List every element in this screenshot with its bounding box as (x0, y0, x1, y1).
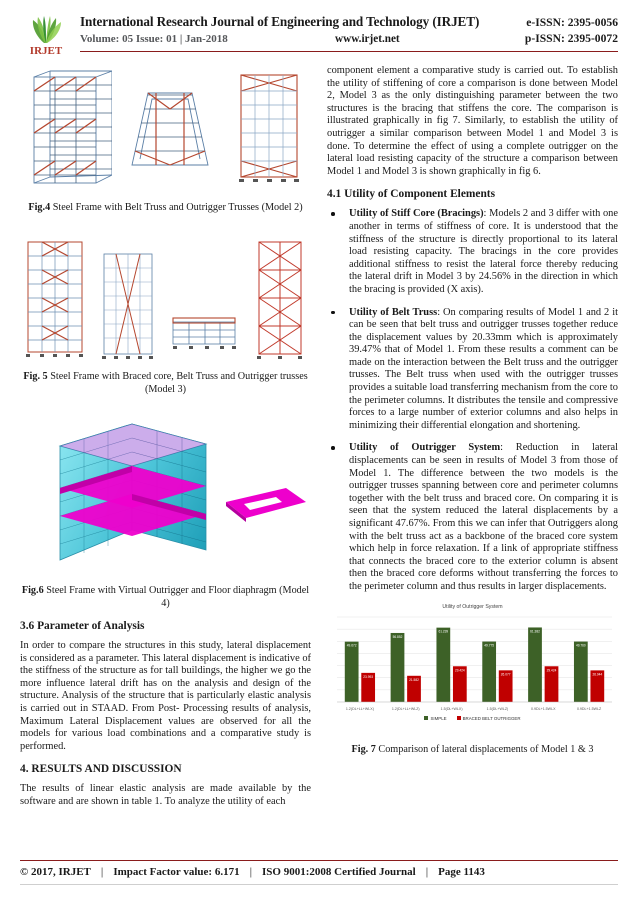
figure-4-caption (20, 202, 311, 214)
chart-bar-value-label: 29.424 (546, 667, 557, 672)
chart-x-tick-label: 1.5(DL+WLX) (440, 706, 463, 711)
article-body (20, 65, 618, 833)
volume-issue: Volume: 05 Issue: 01 | Jan-2018 (80, 33, 228, 45)
footer-divider-bottom (20, 884, 618, 885)
virtual-outrigger-3d-model (20, 410, 311, 576)
bullet-dot-icon (331, 212, 335, 216)
legend-label: BRACED BELT OUTRIGGER (462, 715, 521, 721)
bullet-text: : On comparing results of Model 1 and 2 it can be seen that belt truss and outrigger trusses together reduce the displacement values by 20.33mm which is approximately 39.47% that of Model 1. From these results a comment can be made on the interaction between the Belt truss and the outrigger trusses. The Belt truss when used with the outrigger trusses provides a suitable load transferring mechanism from the core to the perimeter columns. It distributes the tensile and compressive forces to a large number of exterior columns and also helps in minimizing their differential elongation and shortening. (349, 306, 618, 431)
chart-bar (482, 641, 496, 701)
figure-5-caption (20, 371, 311, 396)
journal-website: www.irjet.net (335, 33, 400, 45)
header-divider (80, 51, 618, 52)
chart-bar-value-label: 49.760 (575, 643, 586, 648)
section-4-1-heading: 4.1 Utility of Component Elements (327, 188, 496, 201)
chart-x-tick-label: 0.9DL+1.5WLX (531, 706, 556, 711)
bullet-lead: Utility of Belt Truss (349, 306, 438, 318)
chart-bar-value-label: 23.993 (363, 674, 374, 679)
bullet-dot-icon (331, 446, 335, 450)
figure-6-label: Fig.6 (21, 585, 44, 597)
footer-line (20, 866, 618, 878)
right-intro-paragraph: component element a comparative study is carried out. To establish the utility of stiffening of core a comparison is done between Model 2, Model 3 as the only distinguishing parameter between the two structures is the bracing that stiffens the core. The comparison is illustrated graphically in fig 7. Similarly, to establish the utility of outrigger a similar comparison between Model 1 and Model 3 is done. To determine the effect of using a complete outrigger on the lateral load resisting capacity of the structure a comparison between Model 1 and Model 3 is shown graphically in fig 6. (327, 65, 618, 177)
footer-separator: | (249, 866, 253, 878)
figure-4-text: Steel Frame with Belt Truss and Outrigger Trusses (Model 2) (50, 202, 303, 213)
figure-4-label: Fig.4 (28, 202, 51, 213)
figure-7-text: Comparison of lateral displacements of Model 1 & 3 (375, 743, 594, 755)
frame-model2-view3 (227, 69, 311, 193)
bullet-text: : Models 2 and 3 differ with one another in terms of stiffness of core. It is understood that the stiffness of the structure is directly proportional to its lateral load resisting capacity. The bracings in the core provides additional stiffness to resist the lateral force thereby reducing the lateral drift in Model 3 by 24.56% in the direction in which the bracing is provided (X axis). (349, 208, 618, 295)
journal-title: International Research Journal of Engineering and Technology (IRJET) (80, 14, 480, 29)
p-issn: p-ISSN: 2395-0072 (524, 32, 618, 45)
frame-model2-view2 (126, 69, 214, 189)
footer-certification: ISO 9001:2008 Certified Journal (262, 866, 416, 878)
figure-5-image (20, 224, 311, 366)
left-column (20, 65, 311, 833)
chart-bar-value-label: 61.239 (438, 629, 449, 634)
figure-5-text: Steel Frame with Braced core, Belt Truss and Outrigger trusses (Model 3) (47, 371, 308, 395)
chart-title: Utility of Outrigger System (442, 603, 503, 610)
chart-bar-value-label: 61.382 (530, 629, 540, 634)
figure-4-image (20, 65, 311, 197)
bullet-text: : Reduction in lateral displacements can be seen in results of Model 3 from those of Model 1. The difference between the two models is the outrigger trusses spanning between core and perimeter columns together with the belt truss and braced core. On comparing it is seen that the system reduced the lateral displacements by a significant 47.67%. From this we can infer that Outriggers along with the belt truss act as a backbone of the braced core system which help in force relaxation. If a link of appropriate stiffness that connects the braced core to the exterior column is absent then the braced core deforms without transferring the forces to the perimeter column and thus results in larger displacements. (349, 442, 618, 592)
section-3-6-heading: 3.6 Parameter of Analysis (20, 620, 145, 633)
list-item (327, 208, 618, 296)
e-issn: e-ISSN: 2395-0056 (526, 16, 618, 29)
chart-bar-value-label: 56.852 (392, 634, 403, 639)
list-item (327, 307, 618, 433)
chart-x-tick-label: 1.2(DL+LL+WLX) (345, 706, 374, 711)
figure-6-image (20, 406, 311, 580)
frame-model2-view1 (20, 69, 112, 193)
section-4-heading: 4. RESULTS AND DISCUSSION (20, 763, 182, 776)
chart-x-tick-label: 1.2(DL+LL+WLZ) (391, 706, 420, 711)
figure-7-label: Fig. 7 (351, 743, 376, 755)
bullet-dot-icon (331, 311, 335, 315)
chart-bar-value-label: 26.077 (500, 671, 511, 676)
bullet-lead: Utility of Stiff Core (Bracings) (349, 208, 484, 220)
figure-7-chart (327, 604, 618, 739)
frame-model3-view1 (20, 236, 90, 366)
legend-item-braced-belt-outrigger (457, 716, 521, 721)
right-column (327, 65, 618, 833)
figure-6-text: Steel Frame with Virtual Outrigger and Floor diaphragm (Model 4) (43, 585, 310, 609)
footer-separator: | (425, 866, 429, 878)
chart-bar (528, 627, 542, 702)
frame-model3-braced-core (249, 236, 311, 366)
figure-5-label: Fig. 5 (23, 371, 48, 383)
footer-separator: | (100, 866, 104, 878)
figure-6-caption (20, 585, 311, 610)
legend-swatch-icon (457, 716, 461, 720)
irjet-logo (20, 14, 72, 57)
chart-bar (345, 641, 359, 701)
chart-svg (327, 611, 618, 715)
legend-item-simple (424, 716, 446, 721)
footer-page-number: Page 1143 (438, 866, 485, 878)
leaf-fan-icon (24, 16, 68, 44)
footer-divider (20, 860, 618, 861)
page-header (20, 0, 618, 57)
footer-impact-factor: Impact Factor value: 6.171 (113, 866, 240, 878)
chart-bar (436, 627, 450, 701)
chart-x-tick-label: 0.9DL+1.5WLZ (576, 706, 602, 711)
chart-bar (574, 641, 588, 701)
section-3-6-paragraph: In order to compare the structures in this study, lateral displacement is considered as a parameter. This lateral displacement is indicative of the stiffness of the structure as for tall buildings, the higher we go the more influence lateral drift has on the analysis and design of the structure. Analysis of the structure that is particularly elastic analysis is carried out in STAAD. From Post- Processing results of analysis, Maximum Lateral Displacement values are observed for all the models for various load combinations and a comparative study is performed. (20, 640, 311, 752)
chart-bar-value-label: 49.672 (346, 643, 357, 648)
chart-bar-value-label: 21.582 (409, 677, 419, 682)
legend-swatch-icon (424, 716, 428, 720)
footer-copyright: © 2017, IRJET (20, 866, 91, 878)
chart-bar-value-label: 29.424 (454, 667, 465, 672)
chart-bar (391, 633, 405, 702)
chart-bar-value-label: 26.044 (592, 671, 603, 676)
section-4-paragraph: The results of linear elastic analysis are made available by the software and are shown in table 1. To analyze the utility of each (20, 783, 311, 807)
chart-legend (327, 716, 618, 721)
page-footer (20, 860, 618, 885)
frame-model3-plan (167, 262, 241, 366)
chart-bar-value-label: 49.775 (484, 643, 495, 648)
chart-plot-area (327, 611, 618, 715)
frame-model3-view2 (98, 246, 158, 366)
utility-bullet-list (327, 208, 618, 593)
chart-x-tick-label: 1.5(DL+WLZ) (486, 706, 509, 711)
logo-wordmark: IRJET (29, 45, 63, 57)
figure-7-caption (327, 744, 618, 756)
list-item (327, 442, 618, 593)
bullet-lead: Utility of Outrigger System (349, 442, 501, 454)
legend-label: SIMPLE (430, 715, 447, 721)
